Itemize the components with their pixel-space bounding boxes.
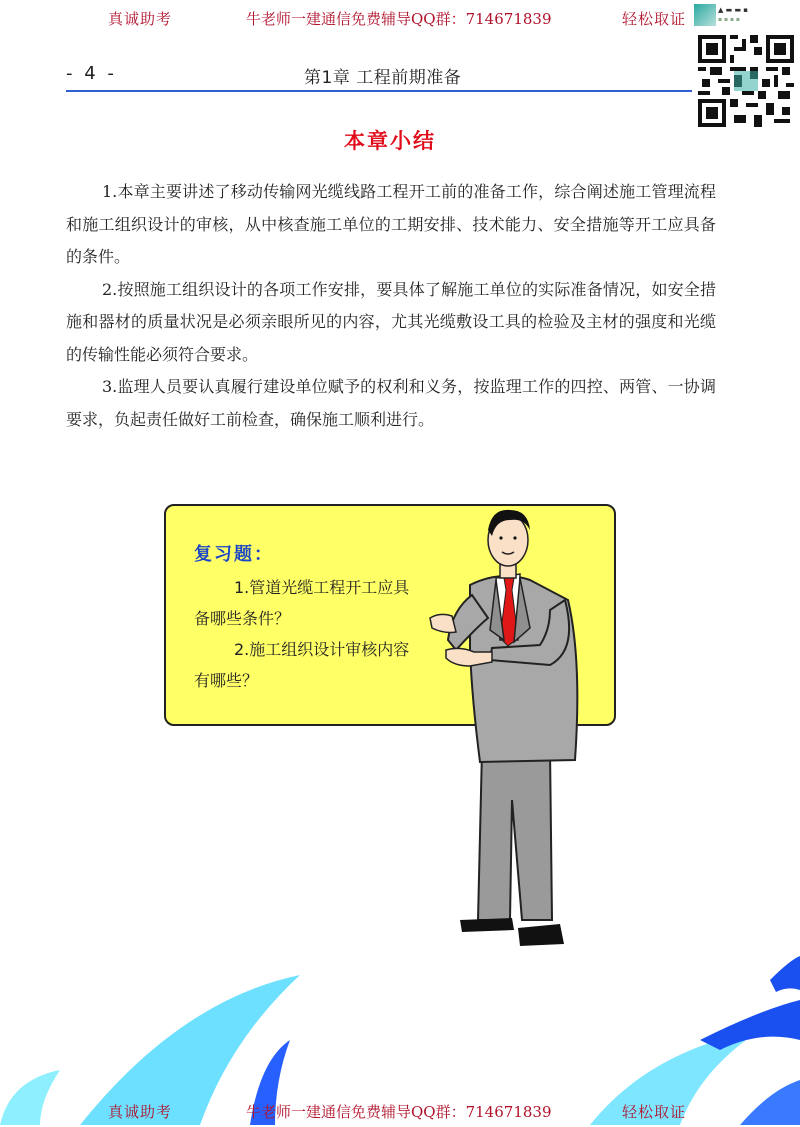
top-banner (0, 0, 800, 34)
section-title: 本章小结 (344, 129, 436, 153)
banner-slogan-right: 轻松取证 (622, 1103, 687, 1121)
summary-paragraph-2: 2.按照施工组织设计的各项工作安排，要具体了解施工单位的实际准备情况，如安全措施和器材的质量状况是必须亲眼所见的内容，尤其光缆敷设工具的检验及主材的强度和光缆的传输性能必须符合要求。 (66, 279, 716, 364)
header-divider (66, 90, 692, 92)
banner-qq-group: 牛老师一建通信免费辅导QQ群：714671839 (246, 10, 552, 28)
banner-slogan-left: 真诚助考 (108, 10, 173, 28)
review-question-2: 2.施工组织设计审核内容有哪些？ (194, 640, 410, 690)
bottom-banner (0, 1093, 800, 1127)
brand-logo-icon: ▲ ▬ ▬ ▪ ▪ ▪ ▪ ▪ (694, 4, 766, 28)
page-header (66, 60, 696, 92)
banner-slogan-right: 轻松取证 (622, 10, 687, 28)
presenter-illustration (400, 500, 600, 960)
review-question-1: 1.管道光缆工程开工应具备哪些条件？ (194, 578, 410, 628)
banner-qq-group: 牛老师一建通信免费辅导QQ群：714671839 (246, 1103, 552, 1121)
page-number: - 4 - (66, 63, 117, 84)
review-title: 复习题： (194, 544, 274, 565)
summary-body (66, 176, 716, 436)
qr-code-icon (698, 35, 794, 127)
banner-slogan-left: 真诚助考 (108, 1103, 173, 1121)
summary-paragraph-3: 3.监理人员要认真履行建设单位赋予的权利和义务，按监理工作的四控、两管、一协调 要求，负起责任做好工前检查，确保施工顺利进行。 (66, 377, 716, 429)
summary-paragraph-1: 1.本章主要讲述了移动传输网光缆线路工程开工前的准备工作，综合阐述施工管理流程和施工组织设计的审核，从中核查施工单位的工期安排、技术能力、安全措施等开工应具备的条件。 (66, 182, 716, 266)
chapter-title: 第1章 工程前期准备 (304, 68, 462, 88)
